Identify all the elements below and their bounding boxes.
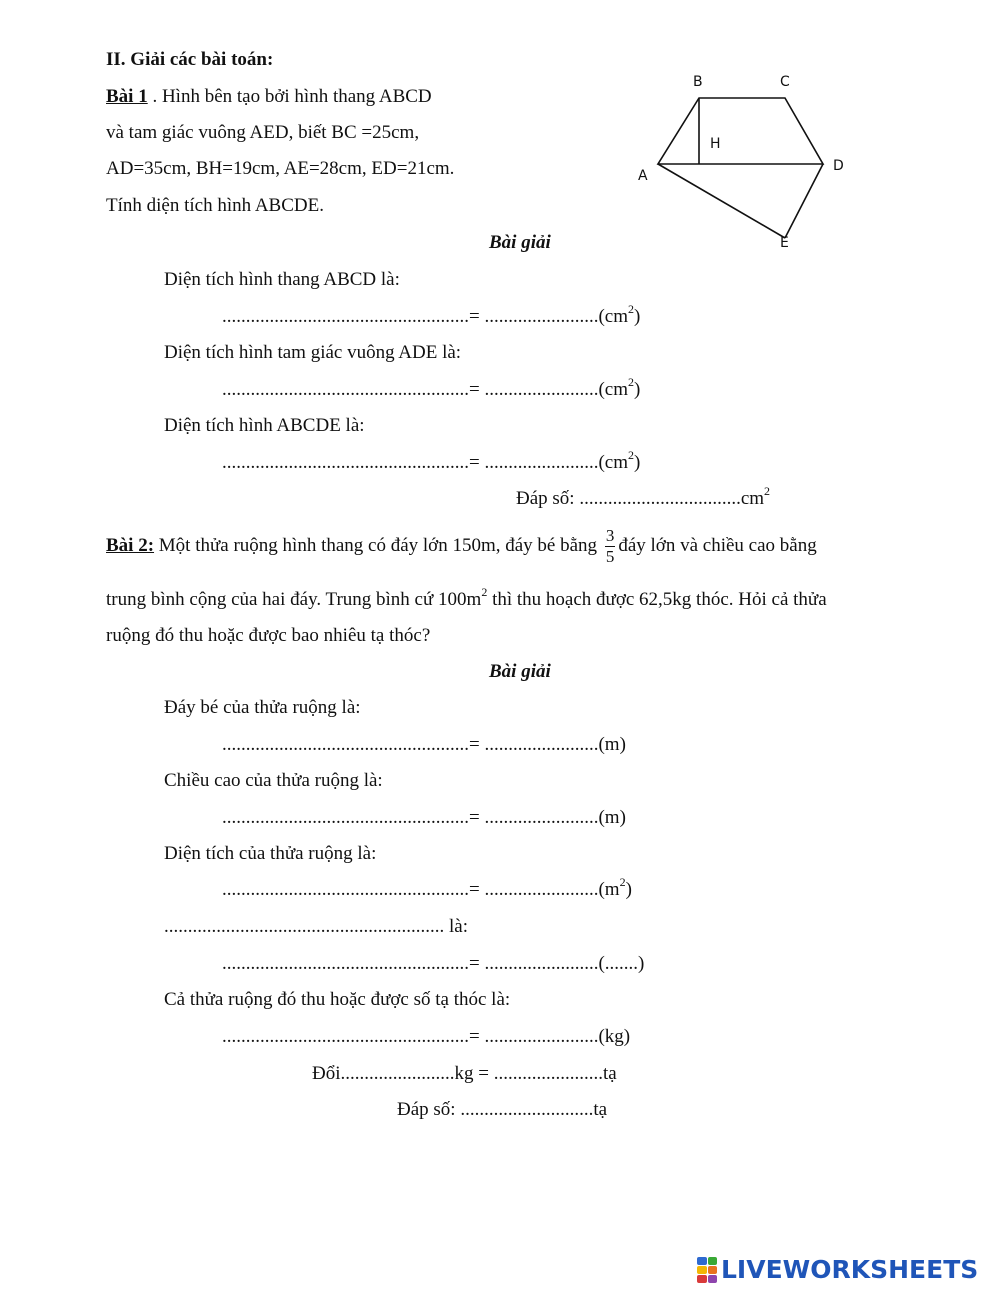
bai2-step5-row bbox=[222, 1026, 630, 1048]
bai1-step2-label: Diện tích hình tam giác vuông ADE là: bbox=[164, 342, 462, 363]
answer-blank[interactable]: .................................................... bbox=[222, 379, 469, 400]
answer-blank[interactable]: ............................ bbox=[460, 1099, 594, 1120]
convert-mid: kg = bbox=[454, 1063, 494, 1084]
answer-blank[interactable]: ........................ bbox=[484, 452, 599, 473]
segment-de bbox=[785, 164, 823, 238]
bai1-solution-heading: Bài giải bbox=[489, 232, 551, 253]
equals-sign: = bbox=[469, 452, 485, 473]
answer-blank[interactable]: ........................ bbox=[484, 879, 599, 900]
bai1-answer-row bbox=[516, 483, 771, 510]
bai1-line3: AD=35cm, BH=19cm, AE=28cm, ED=21cm. bbox=[106, 158, 455, 179]
label-h: H bbox=[710, 136, 721, 152]
answer-blank[interactable]: .................................................... bbox=[222, 452, 469, 473]
trapezoid-triangle-figure bbox=[630, 66, 850, 256]
unit-label: (m) bbox=[598, 807, 626, 828]
trapezoid-abcd bbox=[658, 98, 823, 164]
unit-label: $(cm^2)$ bbox=[598, 447, 641, 473]
answer-blank[interactable]: ........................ bbox=[484, 379, 599, 400]
answer-blank[interactable]: .................................. bbox=[579, 488, 741, 509]
answer-blank[interactable]: .................................................... bbox=[222, 734, 469, 755]
label-c: C bbox=[780, 74, 790, 90]
answer-blank[interactable]: .................................................... bbox=[222, 879, 469, 900]
bai1-step1-label: Diện tích hình thang ABCD là: bbox=[164, 269, 400, 290]
equals-sign: = bbox=[469, 953, 485, 974]
bai2-label: Bài 2: bbox=[106, 535, 155, 556]
bai2-answer-row bbox=[397, 1099, 607, 1121]
answer-blank[interactable]: .................................................... bbox=[222, 306, 469, 327]
answer-blank[interactable]: ........................ bbox=[484, 1026, 599, 1047]
unit-label: (m) bbox=[598, 734, 626, 755]
answer-label: Đáp số: bbox=[397, 1099, 461, 1120]
answer-blank[interactable]: ........................ bbox=[340, 1063, 455, 1084]
bai1-step3-label: Diện tích hình ABCDE là: bbox=[164, 415, 365, 436]
convert-prefix: Đổi bbox=[312, 1063, 341, 1084]
answer-unit: $cm^2$ bbox=[740, 483, 771, 509]
step4-suffix: là: bbox=[444, 916, 468, 937]
bai2-step4-row bbox=[222, 953, 644, 975]
equals-sign: = bbox=[469, 734, 485, 755]
equals-sign: = bbox=[469, 379, 485, 400]
bai2-step2-row bbox=[222, 807, 626, 829]
bai2-line2: trung bình cộng của hai đáy. Trung bình cứ $100m^2$ thì thu hoạch được 62,5kg thóc. Hỏi cả thửa bbox=[106, 584, 827, 610]
unit-label: $(m^2)$ bbox=[598, 874, 632, 900]
unit-label: (kg) bbox=[598, 1026, 631, 1047]
answer-blank[interactable]: ........................ bbox=[484, 807, 599, 828]
unit-label: (.......) bbox=[598, 953, 645, 974]
answer-blank[interactable]: .................................................... bbox=[222, 807, 469, 828]
bai2-line1 bbox=[106, 524, 817, 568]
bai2-step1-row bbox=[222, 734, 626, 756]
bai2-convert-row bbox=[312, 1063, 617, 1085]
answer-blank[interactable]: ........................................................... bbox=[164, 916, 445, 937]
segment-ae bbox=[658, 164, 785, 238]
bai2-step3-label: Diện tích của thửa ruộng là: bbox=[164, 843, 377, 864]
answer-blank[interactable]: ........................ bbox=[484, 306, 599, 327]
answer-label: Đáp số: bbox=[516, 488, 580, 509]
equals-sign: = bbox=[469, 306, 485, 327]
unit-label: $(cm^2)$ bbox=[598, 374, 641, 400]
label-d: D bbox=[833, 158, 844, 174]
bai1-line1 bbox=[106, 86, 432, 108]
bai1-line1-text: . Hình bên tạo bởi hình thang ABCD bbox=[147, 86, 432, 107]
bai2-line1-text: Một thửa ruộng hình thang có đáy lớn 150m, đáy bé bằng bbox=[154, 535, 598, 556]
answer-blank[interactable]: .................................................... bbox=[222, 953, 469, 974]
convert-unit: tạ bbox=[602, 1063, 617, 1084]
label-e: E bbox=[780, 235, 789, 251]
logo-mark-icon bbox=[697, 1257, 717, 1283]
fraction-three-fifths: $\frac{3}{5}$ bbox=[605, 526, 615, 567]
unit-label: $(cm^2)$ bbox=[598, 301, 641, 327]
bai2-step3-row bbox=[222, 874, 632, 901]
answer-blank[interactable]: ....................... bbox=[493, 1063, 603, 1084]
liveworksheets-logo bbox=[697, 1253, 992, 1287]
logo-text: LIVEWORKSHEETS bbox=[721, 1255, 979, 1284]
bai2-step1-label: Đáy bé của thửa ruộng là: bbox=[164, 697, 361, 718]
bai1-line4: Tính diện tích hình ABCDE. bbox=[106, 195, 324, 216]
label-b: B bbox=[693, 74, 703, 90]
answer-blank[interactable]: ........................ bbox=[484, 734, 599, 755]
bai1-label: Bài 1 bbox=[106, 86, 148, 107]
bai2-line3: ruộng đó thu hoặc được bao nhiêu tạ thóc? bbox=[106, 625, 431, 646]
bai2-solution-heading: Bài giải bbox=[489, 661, 551, 682]
equals-sign: = bbox=[469, 807, 485, 828]
bai2-step4-label-row bbox=[164, 916, 468, 938]
bai1-step3-row bbox=[222, 447, 641, 474]
bai2-line1-text-after: đáy lớn và chiều cao bằng bbox=[618, 535, 817, 556]
answer-blank[interactable]: .................................................... bbox=[222, 1026, 469, 1047]
bai2-step5-label: Cả thửa ruộng đó thu hoặc được số tạ thóc là: bbox=[164, 989, 511, 1010]
equals-sign: = bbox=[469, 879, 485, 900]
bai1-step1-row bbox=[222, 301, 641, 328]
bai1-line2: và tam giác vuông AED, biết BC =25cm, bbox=[106, 122, 420, 143]
section-title: II. Giải các bài toán: bbox=[106, 49, 274, 70]
equals-sign: = bbox=[469, 1026, 485, 1047]
answer-blank[interactable]: ........................ bbox=[484, 953, 599, 974]
bai1-step2-row bbox=[222, 374, 641, 401]
bai2-step2-label: Chiều cao của thửa ruộng là: bbox=[164, 770, 383, 791]
label-a: A bbox=[638, 168, 648, 184]
answer-unit: tạ bbox=[593, 1099, 608, 1120]
